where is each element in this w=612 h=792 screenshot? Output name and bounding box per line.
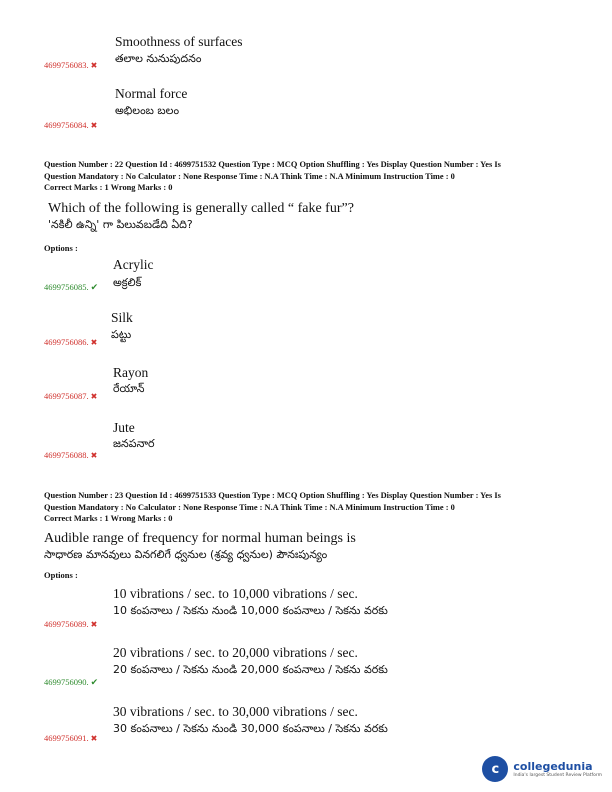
correct-icon: ✔ — [90, 677, 99, 687]
option-text-en: 20 vibrations / sec. to 20,000 vibrations / sec. — [113, 645, 358, 660]
options-label: Options : — [44, 570, 78, 580]
option-text-en: 30 vibrations / sec. to 30,000 vibrations / sec. — [113, 704, 358, 719]
question-text-en: Audible range of frequency for normal human beings is — [44, 531, 356, 546]
option-text-te: తలాల నునుపుదనం — [115, 52, 202, 65]
options-label: Options : — [44, 243, 78, 253]
question-meta-line: Question Number : 23 Question Id : 4699751533 Question Type : MCQ Option Shuffling : Yes Display Question Number : Yes Is — [44, 491, 501, 500]
question-meta — [44, 159, 501, 194]
option-text-en: Normal force — [115, 86, 188, 101]
option-id: 4699756089. ✖ — [44, 619, 98, 629]
option-id: 4699756084. ✖ — [44, 120, 98, 130]
option-text-en: Silk — [111, 310, 133, 325]
logo-badge-icon: c — [482, 756, 508, 782]
wrong-icon: ✖ — [90, 451, 98, 460]
option-text-te: రేయాన్ — [113, 382, 145, 395]
logo-tagline: India's largest Student Review Platform — [513, 773, 602, 778]
question-meta — [44, 490, 501, 525]
logo-name: collegedunia — [513, 760, 593, 773]
option-id: 4699756083. ✖ — [44, 60, 98, 70]
option-text-en: Acrylic — [113, 257, 154, 272]
option-id: 4699756086. ✖ — [44, 337, 98, 347]
option-id: 4699756091. ✖ — [44, 733, 98, 743]
question-meta-line: Question Mandatory : No Calculator : None Response Time : N.A Think Time : N.A Minimum Instruction Time : 0 — [44, 502, 455, 512]
option-text-te: 30 కంపనాలు / సెకను నుండి 30,000 కంపనాలు / సెకను వరకు — [113, 722, 388, 735]
logo-text — [513, 760, 602, 778]
question-text-te: సాధారణ మానవులు వినగలిగే ధ్వనుల (శ్రవ్య ధ్వనుల) పౌనఃపున్యం — [44, 548, 328, 561]
option-id: 4699756087. ✖ — [44, 391, 98, 401]
question-meta-line: Question Number : 22 Question Id : 4699751532 Question Type : MCQ Option Shuffling : Yes Display Question Number : Yes Is — [44, 160, 501, 169]
question-text-te: 'నకిలీ ఉన్ని' గా పిలువబడేది ఏది? — [48, 218, 193, 231]
collegedunia-logo — [482, 756, 602, 782]
option-id: 4699756088. ✖ — [44, 450, 98, 460]
wrong-icon: ✖ — [90, 734, 98, 743]
wrong-icon: ✖ — [90, 61, 98, 70]
option-text-te: 20 కంపనాలు / సెకను నుండి 20,000 కంపనాలు / సెకను వరకు — [113, 663, 388, 676]
question-marks: Correct Marks : 1 Wrong Marks : 0 — [44, 514, 173, 524]
option-id: 4699756085. ✔ — [44, 282, 99, 292]
option-text-te: జనపనార — [113, 437, 155, 450]
wrong-icon: ✖ — [90, 620, 98, 629]
option-text-te: 10 కంపనాలు / సెకను నుండి 10,000 కంపనాలు / సెకను వరకు — [113, 604, 388, 617]
question-text-en: Which of the following is generally called “ fake fur”? — [48, 201, 354, 216]
question-marks: Correct Marks : 1 Wrong Marks : 0 — [44, 183, 173, 193]
wrong-icon: ✖ — [90, 338, 98, 347]
option-text-en: 10 vibrations / sec. to 10,000 vibrations / sec. — [113, 586, 358, 601]
option-text-te: అభిలంబ బలం — [115, 104, 180, 117]
option-text-te: పట్టు — [111, 328, 132, 341]
wrong-icon: ✖ — [90, 392, 98, 401]
correct-icon: ✔ — [90, 282, 99, 292]
option-text-en: Jute — [113, 420, 135, 435]
option-text-en: Rayon — [113, 365, 149, 380]
option-text-te: అక్రలిక్ — [113, 276, 142, 289]
wrong-icon: ✖ — [90, 121, 98, 130]
option-id: 4699756090. ✔ — [44, 677, 99, 687]
question-meta-line: Question Mandatory : No Calculator : None Response Time : N.A Think Time : N.A Minimum Instruction Time : 0 — [44, 171, 455, 181]
option-text-en: Smoothness of surfaces — [115, 34, 243, 49]
